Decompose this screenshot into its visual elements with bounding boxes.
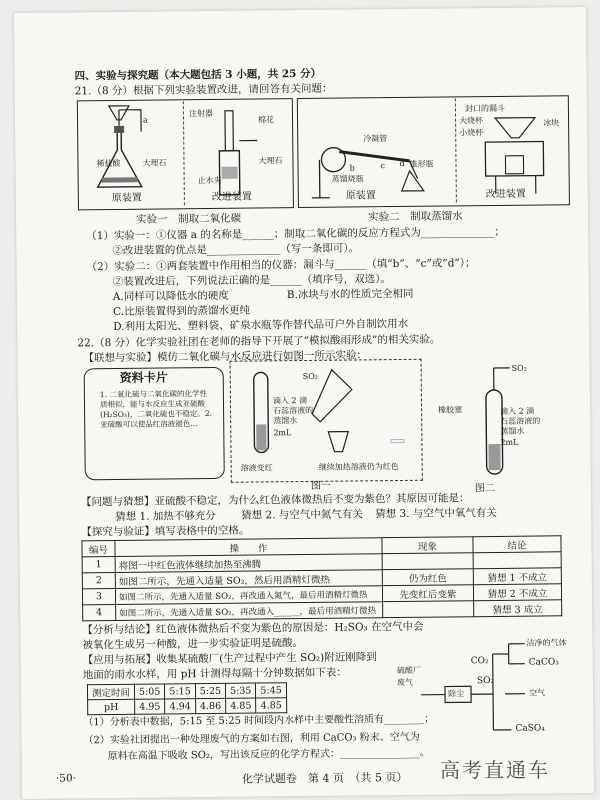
- ph-cell: 4.85: [256, 698, 286, 713]
- label-small-beaker: 小烧杯: [459, 128, 484, 138]
- flow-clean: 洁净的气体: [526, 638, 567, 648]
- flow-co2: CO₂: [470, 656, 489, 667]
- big-beaker: [485, 141, 543, 176]
- receiver-flask: [402, 171, 424, 191]
- analysis-2: 被氧化生成另一种酸，进一步实验证明是硫酸。: [82, 637, 304, 652]
- experiment-table: [81, 535, 562, 621]
- fig2-liquid: [488, 444, 500, 470]
- label-d: d: [399, 158, 405, 168]
- fig1-drops3: 蒸馏水: [273, 416, 298, 426]
- ph-cell: 测定时间: [87, 684, 134, 699]
- flow-caso4: CaSO₄: [515, 723, 545, 734]
- table-cell: 猜想 3 成立: [474, 600, 562, 617]
- label-flask: 锥形瓶: [409, 159, 434, 169]
- label-cotton: 棉花: [257, 115, 275, 125]
- fig1-red: 溶液变红: [240, 463, 273, 473]
- q21-q1a: （1）实验一：①仪器 a 的名称是______；制取二氧化碳的反应方程式为______________；: [86, 225, 505, 243]
- table-cell: 仍为红色: [382, 569, 473, 586]
- q21-optB: B.冰块与水的性质完全相同: [286, 287, 414, 302]
- label-ice: 冰块: [543, 118, 560, 128]
- q22-question: 【问题与猜想】亚硫酸不稳定，为什么红色液体微热后不变为紫色？其原因可能是：: [80, 492, 470, 509]
- fig1-so2: SO₂: [302, 371, 319, 382]
- q21-optD: D.利用太阳光、塑料袋、矿泉水瓶等作替代品可户外自制饮用水: [113, 317, 409, 333]
- fig2-so2: SO₂: [511, 363, 527, 373]
- ph-cell: 5:15: [165, 684, 195, 699]
- exam-page: [14, 7, 594, 799]
- flow-caco3: CaCO₃: [528, 657, 559, 668]
- analysis-1: 【分析与结论】红色液体微热后不变为紫色的原因是：H₂SO₃ 在空气中会: [82, 620, 424, 637]
- table-header-cell: 现象: [382, 537, 473, 554]
- q21-optC: C.比原装置得到的蒸馏水更纯: [112, 304, 251, 318]
- exp1-orig-caption: 原装置: [111, 192, 142, 205]
- table-cell: 1: [82, 556, 115, 572]
- table-cell: 先变红后变紫: [382, 585, 473, 602]
- table-cell: 将图一中红色液体继续加热至沸腾: [115, 554, 382, 573]
- table-cell: 4: [83, 604, 116, 620]
- table-header-cell: 操 作: [115, 538, 382, 557]
- stopper: [114, 126, 124, 133]
- ph-table: [87, 682, 287, 715]
- table-cell: 3: [82, 588, 115, 604]
- q21-q2a: （2）实验二：①两套装置中作用相当的仪器：漏斗与______（填“b”、“c”或“d”）；: [86, 257, 476, 274]
- table-cell: 猜想 1 不成立: [473, 568, 561, 585]
- fig2-gas-tube: [494, 368, 510, 390]
- guess-3: 猜想 3. 与空气中氧气有关: [375, 506, 497, 521]
- table-header-cell: 编号: [82, 540, 115, 556]
- fig1-ml: 2mL: [273, 428, 292, 438]
- fig2-drops3: 蒸馏水: [500, 426, 525, 436]
- label-marble2: 大理石: [258, 156, 283, 166]
- ph-cell: 4.95: [135, 699, 165, 714]
- exp2-caption: 实验二 制取蒸馏水: [367, 210, 463, 224]
- ph-cell: 4.94: [165, 699, 195, 714]
- watermark-text: 高考直通车: [440, 758, 550, 782]
- apply-2: 地面的雨水水样，用 pH 计测得每隔十分钟数据如下表：: [82, 666, 347, 682]
- q22-q2a: （2）实验社团提出一种处理废气的方案如右图，利用 CaCO₃ 粉末、空气为: [83, 731, 420, 747]
- exp1-improved-caption: 改进装置: [211, 191, 252, 203]
- table-cell: 如图二所示，先通入适量 SO₂，再改通入______，最后用酒精灯微热: [116, 602, 383, 621]
- flow-factory: 硫酸厂: [396, 665, 421, 676]
- label-condenser: 冷凝管: [363, 134, 388, 144]
- label-marble: 大理石: [142, 158, 167, 168]
- ph-cell: 4.85: [226, 698, 256, 713]
- sealed-funnel: [495, 118, 535, 138]
- fig1-liquid: [256, 424, 266, 450]
- label-valve: 止水夹: [197, 175, 222, 186]
- q22-contact: 【联想与实验】模仿二氧化碳与水反应进行如图一所示实验：: [83, 349, 368, 365]
- data-card-title: 资料卡片: [119, 370, 168, 385]
- fig2-drops2: 石蕊溶液的: [500, 416, 541, 426]
- marble-chips: [222, 167, 238, 179]
- section-title: 四、实验与探究题（本大题包括 3 小题，共 25 分）: [74, 67, 322, 83]
- syringe: [225, 111, 233, 151]
- q21-q2b: ②装置改进后，下列说法正确的是______（填序号，双选）。: [112, 273, 392, 288]
- exp2-orig-caption: 原装置: [345, 190, 376, 202]
- exp2-apparatus: [299, 97, 566, 204]
- page-number: ·50·: [55, 772, 77, 785]
- fig2-plug: 橡胶塞: [438, 405, 463, 415]
- label-big-beaker: 大烧杯: [459, 116, 484, 126]
- q21-optA: A.同样可以降低水的硬度: [112, 289, 229, 303]
- fig1-heat: 继续加热溶液仍为红色: [318, 462, 399, 472]
- table-header-cell: 结论: [473, 536, 561, 553]
- data-card-body: 1. 二氧化硫与二氧化碳的化学性质相似，能与水反应生成亚硫酸(H₂SO₃)，二氧化硫也不稳定。2. 亚硫酸可以使品红溶液褪色...: [99, 389, 213, 430]
- label-c: c: [380, 161, 386, 171]
- q21-q1b: ②改进装置的优点是______________（写一条即可）。: [112, 242, 360, 257]
- exp1-caption: 实验一 制取二氧化碳: [136, 212, 242, 226]
- fig2-caption: 图二: [474, 483, 495, 495]
- fig2-ml: 2mL: [500, 437, 519, 447]
- ph-value-row: [88, 698, 287, 715]
- footer-title: 化学试题卷 第 4 页 （共 5 页）: [241, 770, 408, 786]
- table-cell: [382, 553, 473, 570]
- fig1-drops2: 石蕊溶液的: [273, 405, 314, 416]
- label-chips: 蒸馏烧瓶: [331, 174, 364, 184]
- q22-q1: （1）分析表中数据，5:15 至 5:25 时间段内水样中主要酸性溶质有________；: [83, 713, 435, 729]
- q22-q2b: 原料在高温下吸收 SO₂，写出该反应的化学方程式：________________。: [107, 747, 430, 763]
- table-cell: 猜想 2 不成立: [473, 584, 561, 601]
- table-cell: 如图二所示，先通入适量 SO₂，再改通入氮气，最后用酒精灯微热: [115, 586, 382, 605]
- q22-verify: 【探究与验证】填写表格中的空格。: [81, 524, 250, 539]
- q22-stem: 22.（8 分）化学实验社团在老师的指导下开展了“模拟酸雨形成”的相关实验。: [77, 333, 441, 350]
- label-acid: 稀盐酸: [96, 158, 121, 169]
- small-beaker: [505, 156, 523, 174]
- ph-cell: 5:25: [195, 683, 225, 698]
- flow-air: 空气: [529, 688, 546, 698]
- label-a: a: [142, 115, 148, 125]
- ph-cell: 5:35: [225, 683, 255, 698]
- flow-gas: 废气: [396, 677, 413, 688]
- table-cell: 2: [82, 572, 115, 588]
- ph-cell: 5:05: [134, 684, 164, 699]
- table-cell: [383, 601, 474, 618]
- ph-cell: 5:45: [256, 683, 286, 698]
- flow-dust: 除尘: [448, 689, 465, 699]
- label-syringe: 注射器: [188, 108, 214, 119]
- exp2-improved-caption: 改进装置: [485, 188, 526, 201]
- fig1-lamp: [328, 432, 348, 452]
- table-cell: 如图二所示，先通入适量 SO₂，然后用酒精灯微热: [115, 570, 382, 589]
- table-cell: [473, 552, 561, 569]
- fig1-drops: 滴入 2 滴: [272, 395, 308, 406]
- ph-cell: 4.86: [195, 698, 225, 713]
- label-b: b: [349, 163, 355, 173]
- guess-2: 猜想 2. 与空气中氮气有关: [241, 508, 363, 522]
- label-funnel: 封口的漏斗: [464, 103, 505, 114]
- stamp-watermark: [390, 439, 404, 443]
- stand: [311, 160, 329, 198]
- q21-stem: 21.（8 分）根据下列实验装置改进，请回答有关问题：: [74, 82, 333, 98]
- ph-cell: pH: [88, 699, 135, 714]
- guess-1: 猜想 1. 加热不够充分: [115, 509, 216, 523]
- fig1-caption: 图一: [310, 480, 331, 492]
- fig2-drops: 滴入 2 滴: [500, 406, 535, 416]
- apply-1: 【应用与拓展】收集某硫酸厂(生产过程中产生 SO₂)附近刚降到: [82, 651, 377, 667]
- flow-so2: SO₂: [476, 676, 495, 687]
